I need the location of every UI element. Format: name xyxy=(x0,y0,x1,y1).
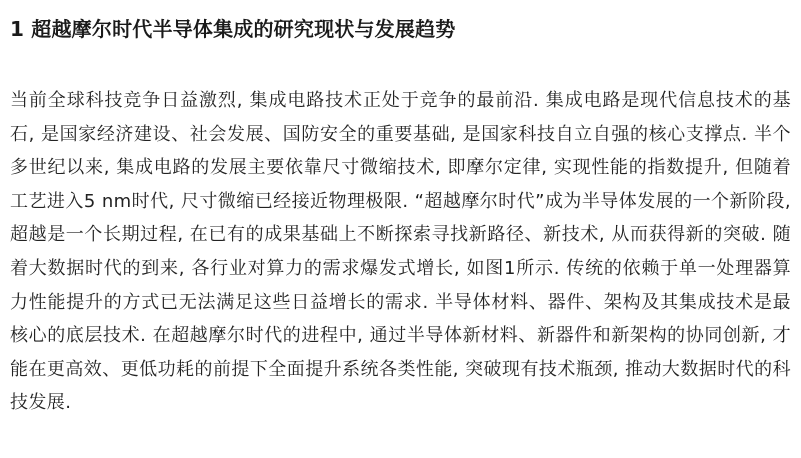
section-title: 1 超越摩尔时代半导体集成的研究现状与发展趋势 xyxy=(10,17,456,41)
body-paragraph: 当前全球科技竞争日益激烈, 集成电路技术正处于竞争的最前沿. 集成电路是现代信息技术的基石, 是国家经济建设、社会发展、国防安全的重要基础, 是国家科技自立自强的核心支撑点. 半个多世纪以来, 集成电路的发展主要依靠尺寸微缩技术, 即摩尔定律, 实现性能的指数提升, 但随着工艺进入5 nm时代, 尺寸微缩已经接近物理极限. “超越摩尔时代”成为半导体发展的一个新阶段, 超越是一个长期过程, 在已有的成果基础上不断探索寻找新路径、新技术, 从而获得新的突破. 随着大数据时代的到来, 各行业对算力的需求爆发式增长, 如图1所示. 传统的依赖于单一处理器算力性能提升的方式已无法满足这些日益增长的需求. 半导体材料、器件、架构及其集成技术是最核心的底层技术. 在超越摩尔时代的进程中, 通过半导体新材料、新器件和新架构的协同创新, 才能在更高效、更低功耗的前提下全面提升系统各类性能, 突破现有技术瓶颈, 推动大数据时代的科技发展. xyxy=(10,90,791,414)
